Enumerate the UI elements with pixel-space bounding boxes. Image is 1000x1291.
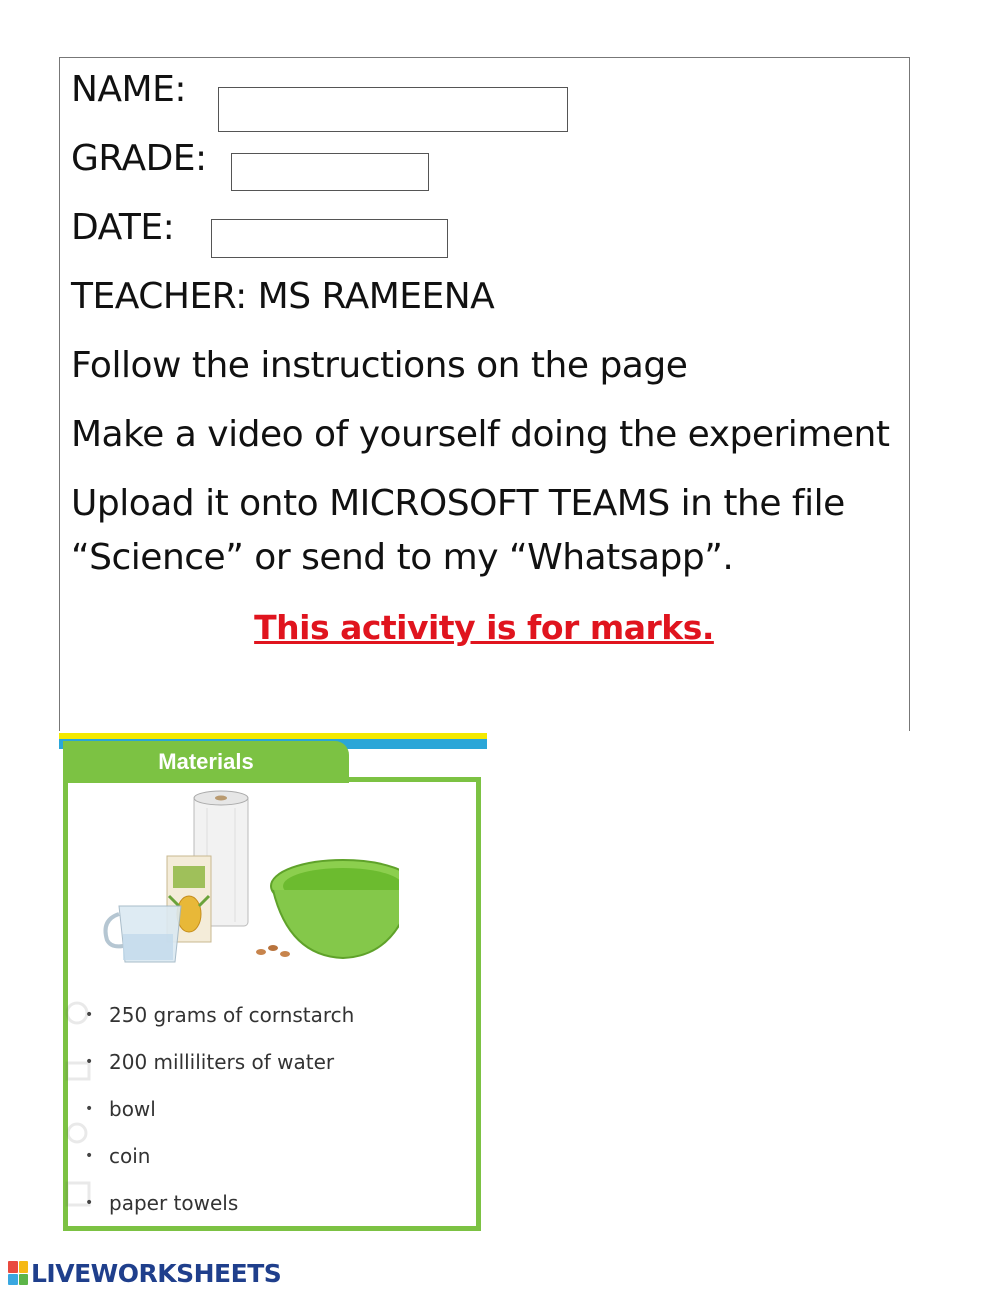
materials-list — [85, 991, 354, 1226]
instruction-3b: “Science” or send to my “Whatsapp”. — [71, 537, 734, 578]
date-label: DATE: — [71, 207, 175, 248]
list-item: • bowl — [85, 1096, 156, 1121]
liveworksheets-logo[interactable] — [8, 1256, 281, 1290]
logo-grid-icon — [8, 1261, 28, 1285]
instruction-3a: Upload it onto MICROSOFT TEAMS in the file — [71, 483, 845, 524]
materials-title: Materials — [158, 749, 254, 774]
list-item: • coin — [85, 1143, 151, 1168]
material-item-label: coin — [109, 1143, 151, 1168]
materials-photo — [89, 788, 399, 968]
material-item-label: paper towels — [109, 1190, 239, 1215]
coins-icon — [256, 945, 290, 957]
name-label: NAME: — [71, 69, 186, 110]
list-item: • 200 milliliters of water — [85, 1049, 335, 1074]
bowl-icon — [271, 860, 399, 958]
materials-card — [59, 733, 487, 1233]
date-field[interactable] — [211, 219, 448, 258]
measuring-cup-icon — [106, 906, 182, 962]
instruction-2: Make a video of yourself doing the experiment — [71, 414, 890, 455]
instruction-1: Follow the instructions on the page — [71, 345, 688, 386]
list-item: • 250 grams of cornstarch — [85, 1002, 355, 1027]
teacher-line: TEACHER: MS RAMEENA — [71, 276, 495, 317]
grade-field[interactable] — [231, 153, 429, 191]
material-item-label: 250 grams of cornstarch — [109, 1002, 355, 1027]
list-item: • paper towels — [85, 1190, 239, 1215]
name-field[interactable] — [218, 87, 568, 132]
logo-text: LIVEWORKSHEETS — [31, 1258, 282, 1288]
material-item-label: bowl — [109, 1096, 156, 1121]
marks-note: This activity is for marks. — [254, 608, 714, 647]
grade-label: GRADE: — [71, 138, 207, 179]
material-item-label: 200 milliliters of water — [109, 1049, 335, 1074]
